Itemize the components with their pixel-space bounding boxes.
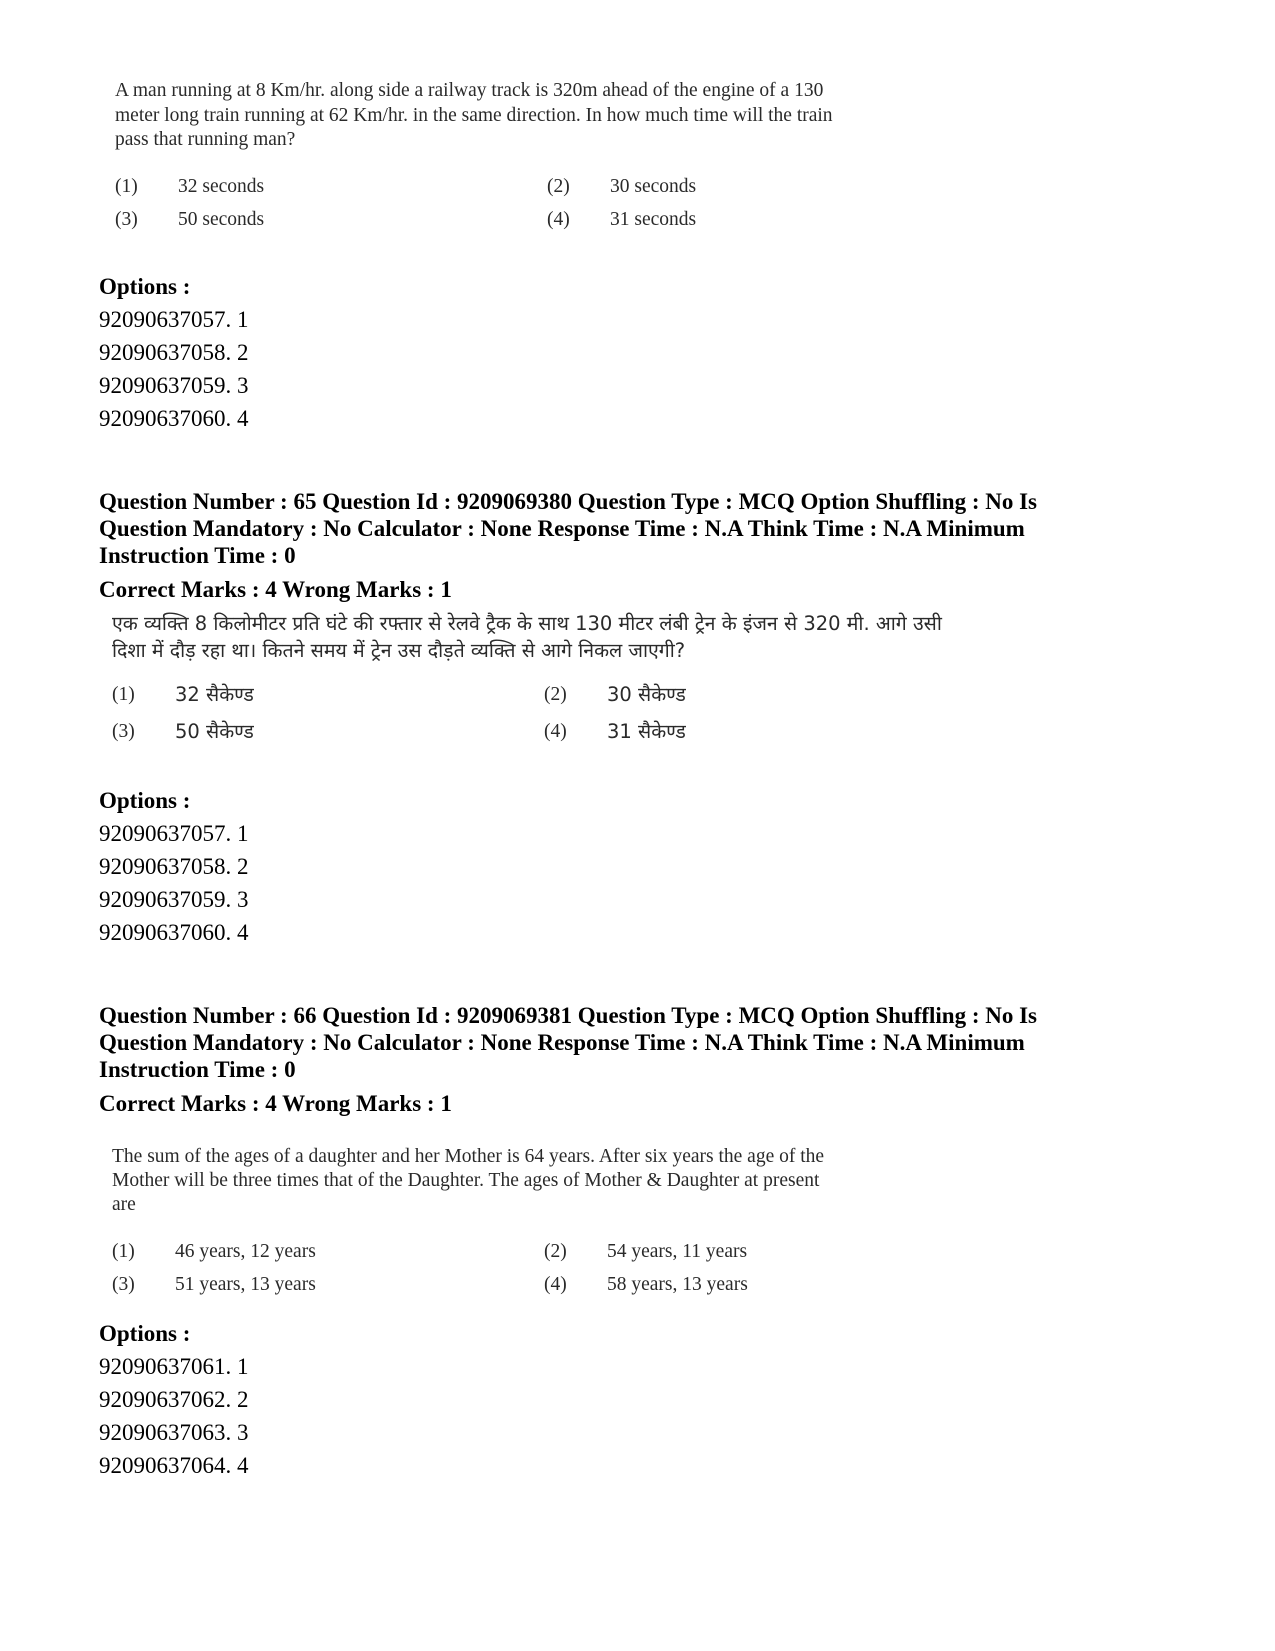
choice-number: (4) [544, 721, 567, 742]
question-meta-line: Instruction Time : 0 [99, 543, 296, 568]
choice-number: (1) [115, 176, 138, 197]
choice-text: 51 years, 13 years [175, 1274, 316, 1295]
options-list [99, 270, 249, 435]
option-item: 92090637060. 4 [99, 406, 249, 431]
question-meta-line: Question Number : 66 Question Id : 9209069381 Question Type : MCQ Option Shuffling : No Is [99, 1003, 1038, 1028]
choice-text: 30 seconds [610, 176, 697, 197]
options-label: Options : [99, 1321, 191, 1346]
marks-line [99, 576, 1179, 603]
marks-text: Correct Marks : 4 Wrong Marks : 1 [99, 1091, 452, 1116]
choice-number: (3) [112, 1274, 135, 1295]
choice-text: 46 years, 12 years [175, 1241, 316, 1262]
option-item: 92090637064. 4 [99, 1453, 249, 1478]
question-65-image [0, 610, 1275, 750]
question-text [112, 610, 1012, 664]
option-item: 92090637060. 4 [99, 920, 249, 945]
choice-text: 50 seconds [178, 209, 265, 230]
marks-line [99, 1090, 1179, 1117]
question-meta-line: Question Mandatory : No Calculator : None Response Time : N.A Think Time : N.A Minimum [99, 1030, 1025, 1055]
choice-number: (2) [547, 176, 570, 197]
question-64-image [0, 0, 1275, 240]
question-line: pass that running man? [115, 129, 296, 150]
option-item: 92090637061. 1 [99, 1354, 249, 1379]
question-line: एक व्यक्ति 8 किलोमीटर प्रति घंटे की रफ्तार से रेलवे ट्रैक के साथ 130 मीटर लंबी ट्रेन के इंजन से 320 मी. आगे उसी [112, 612, 942, 635]
choice-text: 32 सैकेण्ड [175, 683, 254, 706]
choice-number: (3) [115, 209, 138, 230]
question-line: दिशा में दौड़ रहा था। कितने समय में ट्रेन उस दौड़ते व्यक्ति से आगे निकल जाएगी? [112, 639, 686, 662]
question-text [115, 79, 1015, 153]
question-line: are [112, 1194, 136, 1215]
choice-text: 54 years, 11 years [607, 1241, 748, 1262]
question-line: The sum of the ages of a daughter and her Mother is 64 years. After six years the age of the [112, 1146, 825, 1167]
option-item: 92090637062. 2 [99, 1387, 249, 1412]
option-item: 92090637058. 2 [99, 340, 249, 365]
question-text [112, 1145, 1012, 1217]
question-line: Mother will be three times that of the Daughter. The ages of Mother & Daughter at present [112, 1170, 820, 1191]
choice-text: 32 seconds [178, 176, 265, 197]
choice-text: 31 सैकेण्ड [607, 720, 686, 743]
choice-text: 50 सैकेण्ड [175, 720, 254, 743]
option-item: 92090637059. 3 [99, 373, 249, 398]
option-item: 92090637057. 1 [99, 821, 249, 846]
question-65-header [99, 488, 1179, 569]
choice-number: (3) [112, 721, 135, 742]
choice-number: (1) [112, 684, 135, 705]
question-meta-line: Instruction Time : 0 [99, 1057, 296, 1082]
marks-text: Correct Marks : 4 Wrong Marks : 1 [99, 577, 452, 602]
choice-number: (2) [544, 1241, 567, 1262]
option-item: 92090637059. 3 [99, 887, 249, 912]
option-item: 92090637058. 2 [99, 854, 249, 879]
choice-text: 58 years, 13 years [607, 1274, 748, 1295]
question-meta-line: Question Mandatory : No Calculator : None Response Time : N.A Think Time : N.A Minimum [99, 516, 1025, 541]
choice-number: (4) [547, 209, 570, 230]
option-item: 92090637057. 1 [99, 307, 249, 332]
options-label: Options : [99, 274, 191, 299]
option-item: 92090637063. 3 [99, 1420, 249, 1445]
choice-number: (1) [112, 1241, 135, 1262]
choice-text: 31 seconds [610, 209, 697, 230]
question-line: A man running at 8 Km/hr. along side a railway track is 320m ahead of the engine of a 130 [115, 80, 824, 101]
choice-number: (2) [544, 684, 567, 705]
choice-text: 30 सैकेण्ड [607, 683, 686, 706]
question-meta-line: Question Number : 65 Question Id : 9209069380 Question Type : MCQ Option Shuffling : No Is [99, 489, 1038, 514]
question-line: meter long train running at 62 Km/hr. in the same direction. In how much time will the train [115, 104, 833, 126]
question-66-image [0, 1135, 1275, 1295]
choice-number: (4) [544, 1274, 567, 1295]
options-list [99, 1317, 249, 1482]
options-label: Options : [99, 788, 191, 813]
options-list [99, 784, 249, 949]
question-66-header [99, 1002, 1179, 1083]
